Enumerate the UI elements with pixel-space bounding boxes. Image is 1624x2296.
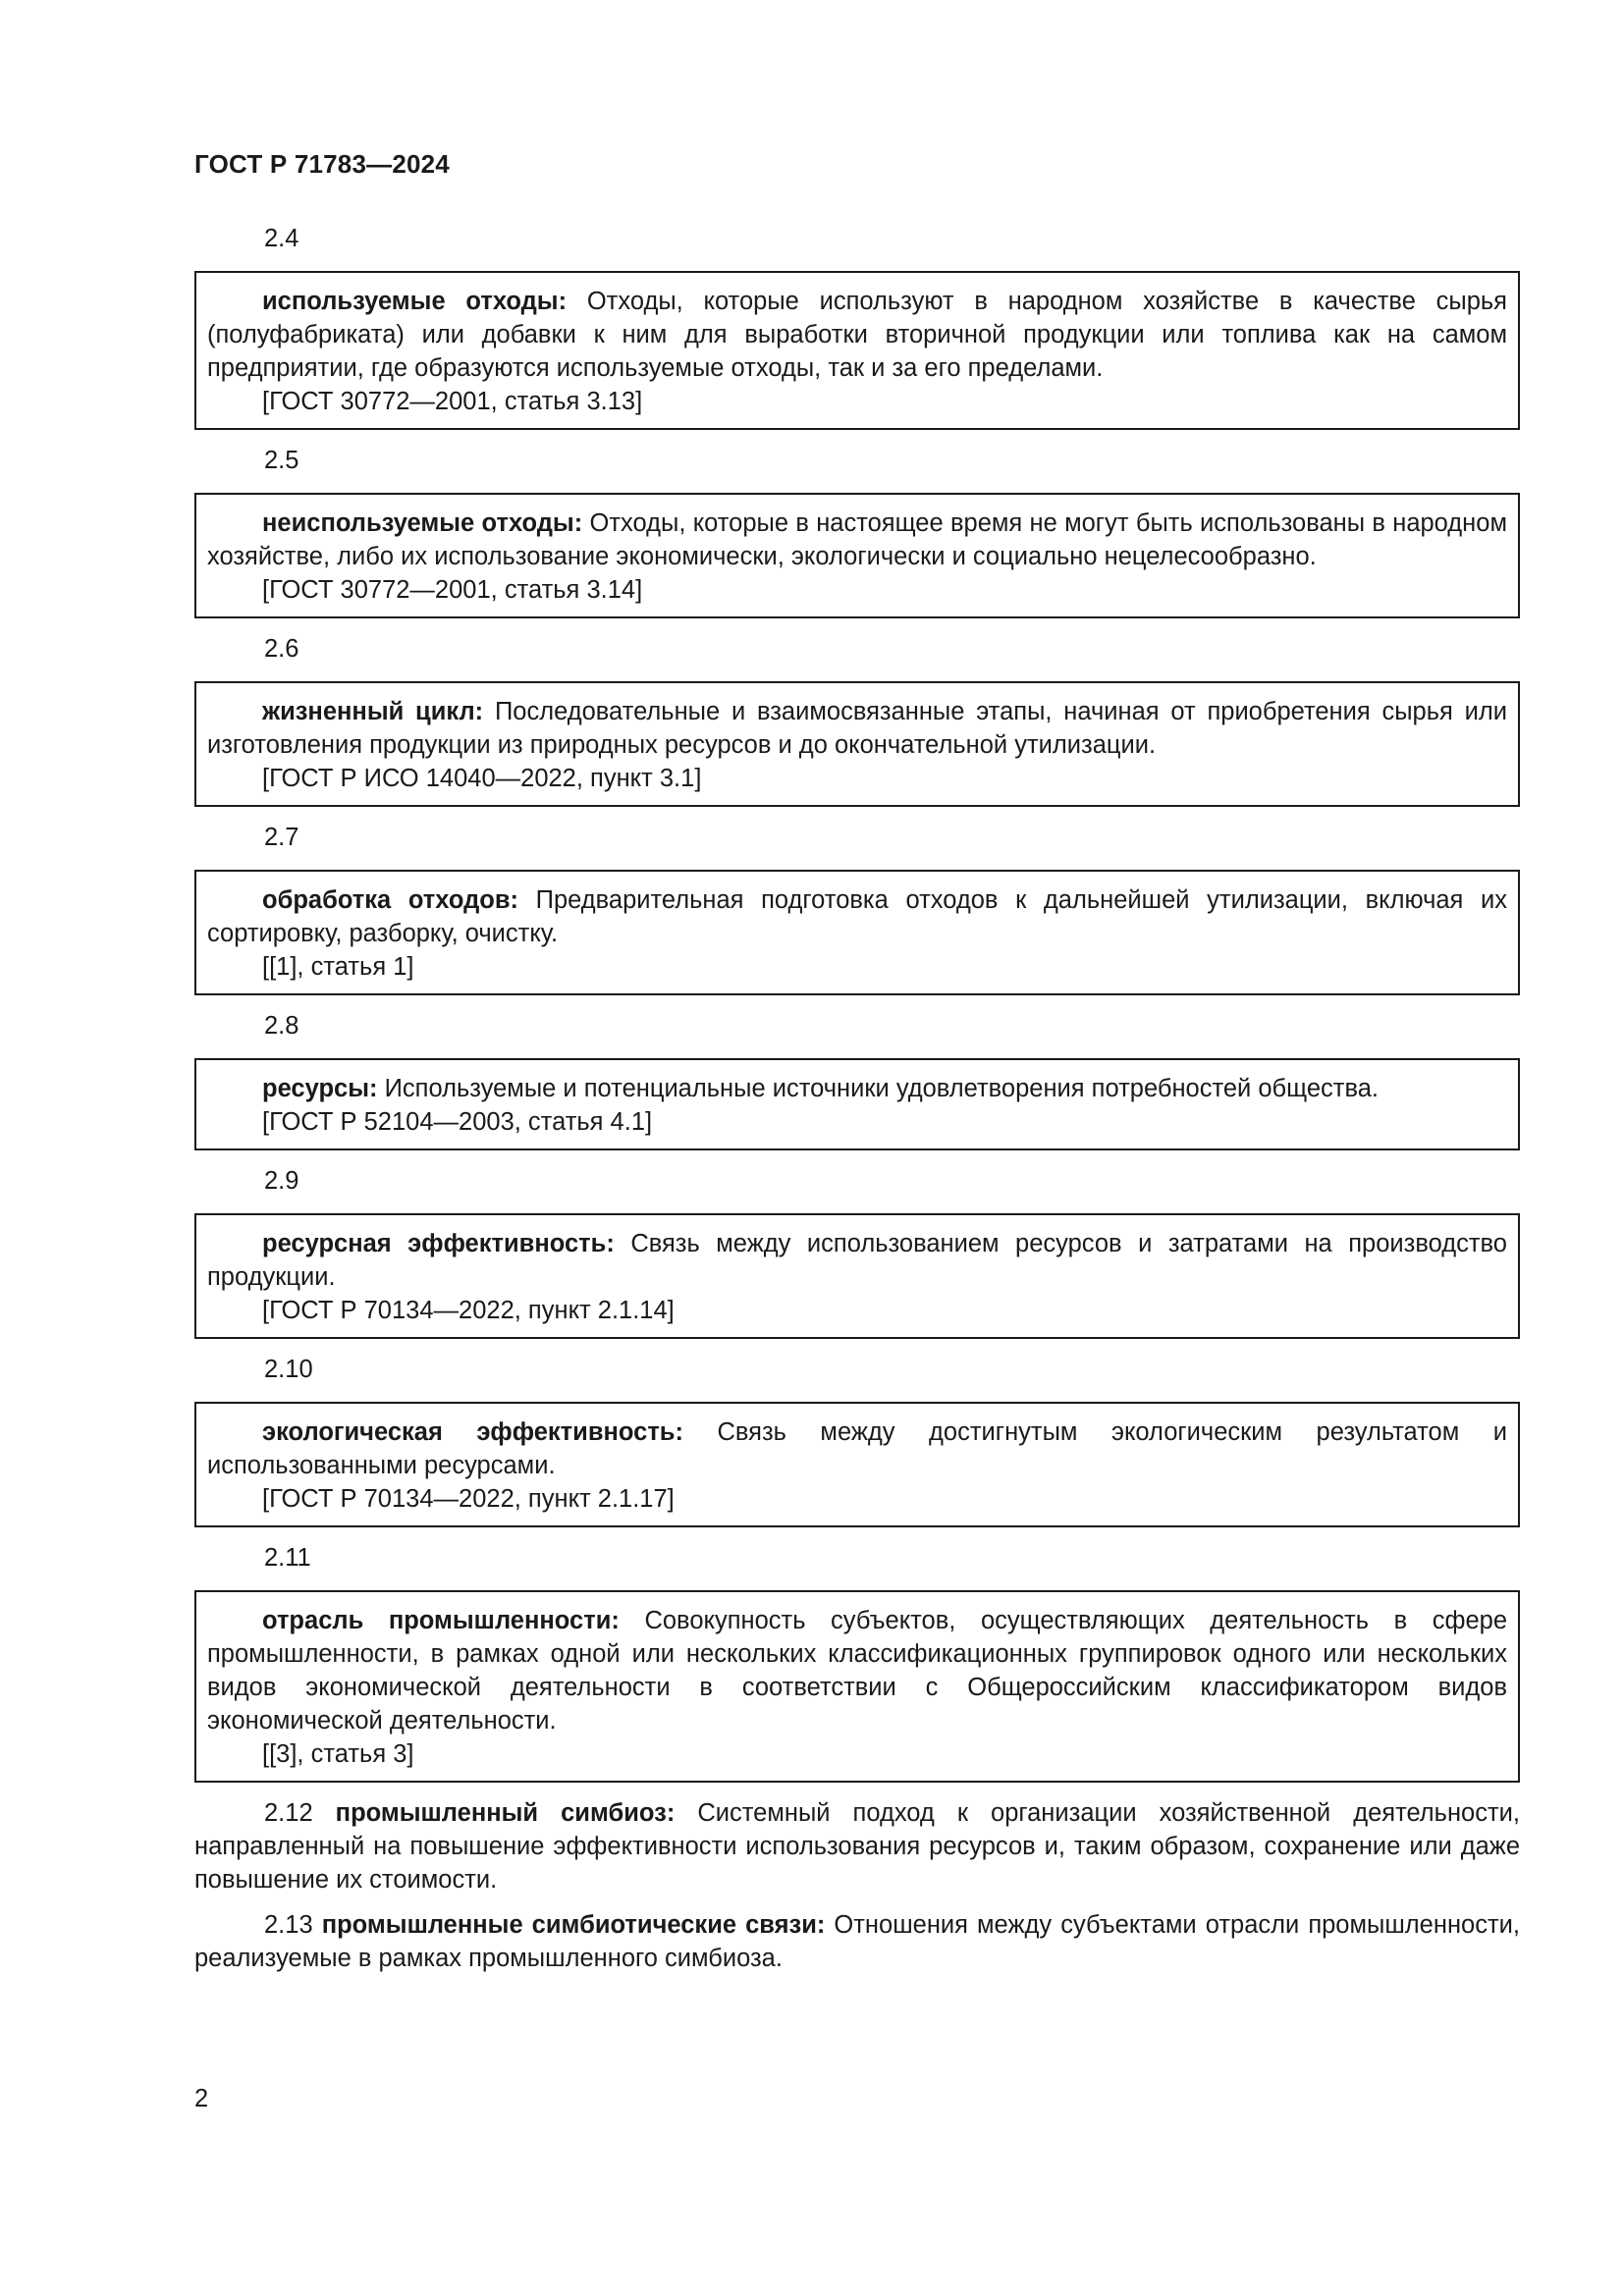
term-definition <box>207 883 1507 950</box>
document-header: ГОСТ Р 71783—2024 <box>194 149 450 179</box>
term-title: ресурсная эффективность: <box>262 1230 615 1257</box>
term-text: Отходы, которые используют в народном хозяйстве в качестве сырья (полуфабриката) или добавки к ним для выработки вторичной продукции или топлива как на самом предприятии, где образуются используемые отходы, так и за его пределами. <box>207 288 1507 382</box>
term-number: 2.6 <box>264 635 299 663</box>
term-title: жизненный цикл: <box>262 698 484 725</box>
term-number: 2.13 <box>264 1911 313 1939</box>
term-definition <box>207 1227 1507 1294</box>
term-title: обработка отходов: <box>262 886 518 914</box>
term-title: промышленные симбиотические связи: <box>321 1911 826 1939</box>
term-definition <box>207 1072 1507 1105</box>
term-definition <box>207 507 1507 573</box>
term-source: [ГОСТ Р 52104—2003, статья 4.1] <box>262 1108 653 1136</box>
term-box <box>194 1213 1520 1339</box>
term-number: 2.4 <box>264 225 299 252</box>
term-text: Отношения между субъектами отрасли промышленности, реализуемые в рамках промышленного симбиоза. <box>194 1911 1520 1972</box>
term-text: Связь между использованием ресурсов и затратами на производство продукции. <box>207 1230 1507 1291</box>
term-source: [ГОСТ 30772—2001, статья 3.14] <box>262 576 643 604</box>
term-source: [ГОСТ Р ИСО 14040—2022, пункт 3.1] <box>262 765 702 792</box>
term-source: [ГОСТ 30772—2001, статья 3.13] <box>262 388 643 415</box>
term-source: [ГОСТ Р 70134—2022, пункт 2.1.17] <box>262 1485 675 1513</box>
term-number: 2.12 <box>264 1799 313 1827</box>
term-text: Связь между достигнутым экологическим результатом и использованными ресурсами. <box>207 1418 1507 1479</box>
term-definition <box>207 285 1507 385</box>
term-text: Совокупность субъектов, осуществляющих деятельность в сфере промышленности, в рамках одной или нескольких классификационных группировок одного или нескольких видов экономической деятельности в соответствии с Общероссийским классификатором видов экономической деятельности. <box>207 1607 1508 1735</box>
term-text: Используемые и потенциальные источники удовлетворения потребностей общества. <box>377 1075 1379 1102</box>
term-text: Предварительная подготовка отходов к дальнейшей утилизации, включая их сортировку, разборку, очистку. <box>207 886 1507 947</box>
term-number: 2.11 <box>264 1544 311 1572</box>
term-box <box>194 271 1520 430</box>
term-title: отрасль промышленности: <box>262 1607 620 1634</box>
term-number: 2.7 <box>264 824 299 851</box>
term-text: Системный подход к организации хозяйственной деятельности, направленный на повышение эффективности использования ресурсов и, таким образом, сохранение или даже повышение их стоимости. <box>194 1799 1520 1894</box>
term-source: [ГОСТ Р 70134—2022, пункт 2.1.14] <box>262 1297 675 1324</box>
term-title: ресурсы: <box>262 1075 378 1102</box>
term-source: [[3], статья 3] <box>262 1740 414 1768</box>
term-definition <box>207 1604 1507 1737</box>
term-box <box>194 681 1520 807</box>
term-text: Последовательные и взаимосвязанные этапы, начиная от приобретения сырья или изготовления продукции из природных ресурсов и до окончательной утилизации. <box>207 698 1507 759</box>
term-text: Отходы, которые в настоящее время не могут быть использованы в народном хозяйстве, либо их использование экономически, экологически и социально нецелесообразно. <box>207 509 1507 570</box>
term-number: 2.8 <box>264 1012 299 1040</box>
plain-term <box>194 1908 1520 1975</box>
terms-section <box>194 222 1520 1987</box>
page-number: 2 <box>194 2085 209 2112</box>
term-box <box>194 870 1520 995</box>
term-box <box>194 1590 1520 1783</box>
term-definition <box>207 695 1507 762</box>
term-title: неиспользуемые отходы: <box>262 509 583 537</box>
term-box <box>194 1402 1520 1527</box>
term-box <box>194 1058 1520 1150</box>
term-source: [[1], статья 1] <box>262 953 414 981</box>
term-title: экологическая эффективность: <box>262 1418 683 1446</box>
term-number: 2.5 <box>264 447 299 474</box>
term-title: используемые отходы: <box>262 288 568 315</box>
term-number: 2.9 <box>264 1167 299 1195</box>
term-number: 2.10 <box>264 1356 313 1383</box>
term-box <box>194 493 1520 618</box>
term-title: промышленный симбиоз: <box>335 1799 676 1827</box>
term-definition <box>207 1415 1507 1482</box>
plain-term <box>194 1796 1520 1896</box>
